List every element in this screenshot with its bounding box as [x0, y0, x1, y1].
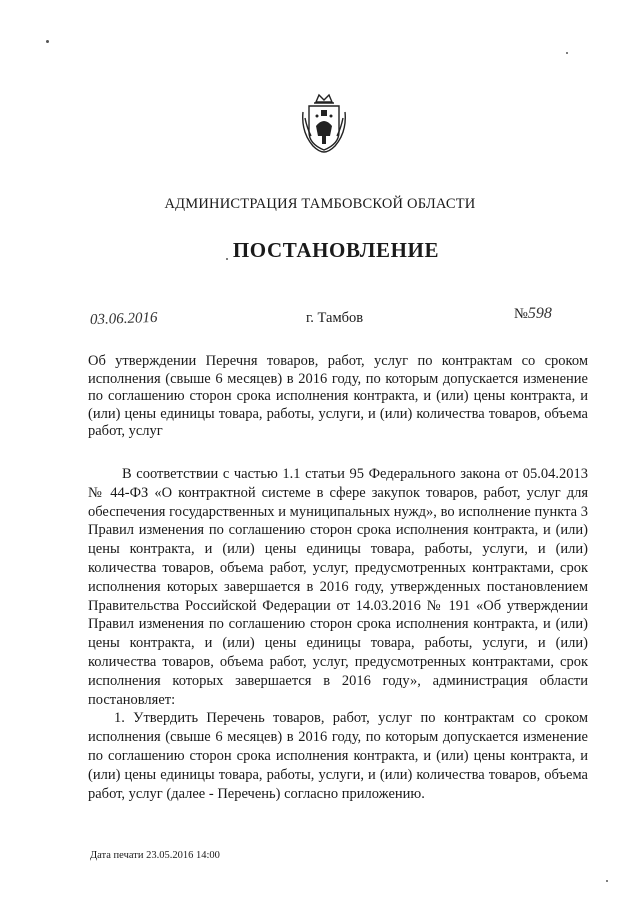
tambov-region-coat-of-arms-icon: [299, 92, 349, 154]
number-value: 598: [527, 305, 552, 322]
document-city: г. Тамбов: [306, 310, 364, 326]
print-date: Дата печати 23.05.2016 14:00: [90, 850, 220, 861]
number-sign: №: [514, 306, 528, 322]
preamble-paragraph: В соответствии с частью 1.1 статьи 95 Федерального закона от 05.04.2013 № 44-ФЗ «О контрактной системе в сфере закупок товаров, работ, услуг для обеспечения государственных и муниципальных нужд», во исполнение пункта 3 Правил изменения по соглашению сторон срока исполнения контракта, и (или) цены контракта, и (или) цены единицы товара, работы, услуги, и (или) количества товаров, объема работ, услуг, предусмотренных контрактами, срок исполнения которых завершается в 2016 году, утвержденных постановлением Правительства Российской Федерации от 14.03.2016 № 191 «Об утверждении Правил изменения по соглашению сторон срока исполнения контракта, и (или) цены контракта, и (или) цены единицы товара, работы, услуги, и (или) количества товаров, объема работ, услуг, предусмотренных контрактами, срок исполнения которых завершается в 2016 году», администрация области постановляет:: [88, 466, 588, 708]
document-type-heading: ПОСТАНОВЛЕНИЕ: [232, 238, 440, 262]
organization-name: АДМИНИСТРАЦИЯ ТАМБОВСКОЙ ОБЛАСТИ: [164, 196, 476, 212]
scan-speck: [566, 52, 568, 54]
document-date: 03.06.2016: [89, 309, 158, 329]
item-1-paragraph: 1. Утвердить Перечень товаров, работ, услуг по контрактам со сроком исполнения (свыше 6 месяцев) в 2016 году, по которым допускается изменение по соглашению сторон срока исполнения контракта, и (или) цены контракта, и (или) цены единицы товара, работы, услуги, и (или) количества товаров, объема работ, услуг (далее - Перечень) согласно приложению.: [88, 710, 588, 802]
document-subject: Об утверждении Перечня товаров, работ, услуг по контрактам со сроком исполнения (свыше 6 месяцев) в 2016 году, по которым допускается изменение по соглашению сторон срока исполнения контракта, и (или) цены контракта, и (или) цены единицы товара, работы, услуги, и (или) количества товаров, объема работ, услуг: [88, 353, 588, 440]
document-number: [514, 305, 552, 323]
scan-speck: [226, 258, 228, 260]
document-body: [88, 465, 588, 803]
scan-speck: [606, 880, 608, 882]
scan-speck: [46, 40, 49, 43]
